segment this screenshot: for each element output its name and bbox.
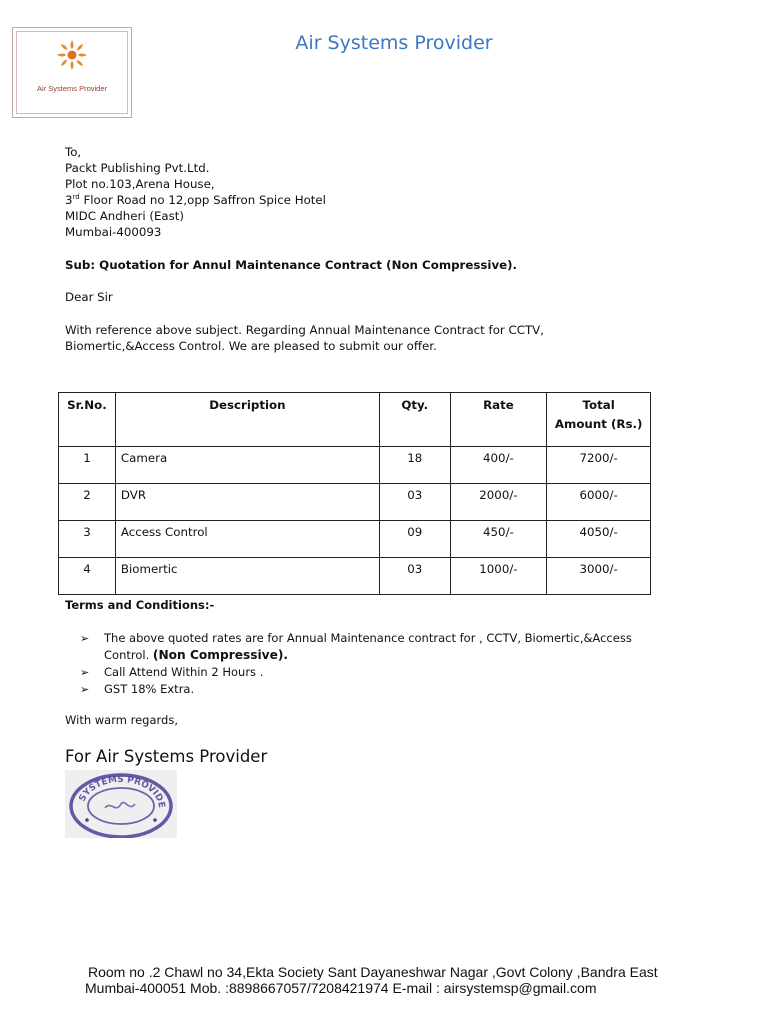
terms-list	[80, 630, 660, 698]
closing-regards: With warm regards,	[65, 713, 178, 727]
header-qty: Qty.	[379, 393, 450, 447]
table-header-row	[59, 393, 651, 447]
intro-paragraph: With reference above subject. Regarding Annual Maintenance Contract for CCTV, Biomertic,&Access Control. We are pleased to submit our offer.	[65, 323, 545, 353]
terms-heading: Terms and Conditions:-	[65, 598, 215, 612]
table-row	[59, 558, 651, 595]
letterhead-footer	[85, 964, 688, 996]
arrow-bullet-icon: ➢	[80, 683, 90, 696]
arrow-bullet-icon: ➢	[80, 666, 90, 679]
terms-item: ➢ GST 18% Extra.	[80, 682, 195, 696]
cell-qty: 03	[379, 484, 450, 521]
footer-address: Room no .2 Chawl no 34,Ekta Society Sant Dayaneshwar Nagar ,Govt Colony ,Bandra East	[88, 964, 658, 980]
cell-description: Biomertic	[115, 558, 379, 595]
header-total-amount: Total Amount (Rs.)	[547, 393, 651, 447]
header-description: Description	[115, 393, 379, 447]
stamp-seal-icon	[65, 770, 177, 838]
cell-rate: 2000/-	[450, 484, 547, 521]
cell-qty: 18	[379, 447, 450, 484]
signature-company: For Air Systems Provider	[65, 747, 268, 766]
cell-rate: 450/-	[450, 521, 547, 558]
company-stamp	[65, 770, 177, 838]
cell-description: Camera	[115, 447, 379, 484]
arrow-bullet-icon: ➢	[80, 632, 90, 645]
address-company: Packt Publishing Pvt.Ltd.	[65, 161, 210, 175]
table-row	[59, 447, 651, 484]
company-logo	[12, 27, 132, 118]
cell-sr: 1	[59, 447, 116, 484]
header-rate: Rate	[450, 393, 547, 447]
address-line1: Plot no.103,Arena House,	[65, 177, 215, 191]
cell-qty: 09	[379, 521, 450, 558]
address-line3: MIDC Andheri (East)	[65, 209, 185, 223]
cell-total: 3000/-	[547, 558, 651, 595]
address-line2: 3rd Floor Road no 12,opp Saffron Spice Hotel	[65, 193, 326, 207]
address-to: To,	[65, 145, 82, 159]
table-row	[59, 521, 651, 558]
terms-item: ➢ Call Attend Within 2 Hours .	[80, 665, 264, 679]
recipient-address	[65, 144, 326, 240]
cell-description: DVR	[115, 484, 379, 521]
salutation: Dear Sir	[65, 290, 113, 304]
cell-sr: 4	[59, 558, 116, 595]
cell-total: 4050/-	[547, 521, 651, 558]
footer-contact: Mumbai-400051 Mob. :8898667057/7208421974 E-mail : airsystemsp@gmail.com	[85, 980, 597, 996]
logo-text: Air Systems Provider	[36, 84, 108, 93]
header-sr-no: Sr.No.	[59, 393, 116, 447]
cell-total: 6000/-	[547, 484, 651, 521]
quotation-table	[58, 392, 651, 595]
cell-rate: 1000/-	[450, 558, 547, 595]
letterhead-title: Air Systems Provider	[295, 32, 493, 54]
terms-item: ➢ The above quoted rates are for Annual Maintenance contract for , CCTV, Biomertic,&Access Control. (Non Compressive).	[80, 631, 632, 662]
cell-sr: 2	[59, 484, 116, 521]
table-row	[59, 484, 651, 521]
address-line4: Mumbai-400093	[65, 225, 162, 239]
cell-rate: 400/-	[450, 447, 547, 484]
svg-text:SYSTEMS PROVIDER: SYSTEMS PROVIDE	[77, 774, 167, 809]
cell-total: 7200/-	[547, 447, 651, 484]
cell-description: Access Control	[115, 521, 379, 558]
cell-sr: 3	[59, 521, 116, 558]
cell-qty: 03	[379, 558, 450, 595]
logo-sun-icon	[55, 38, 89, 72]
subject-line: Sub: Quotation for Annul Maintenance Contract (Non Compressive).	[65, 258, 518, 272]
